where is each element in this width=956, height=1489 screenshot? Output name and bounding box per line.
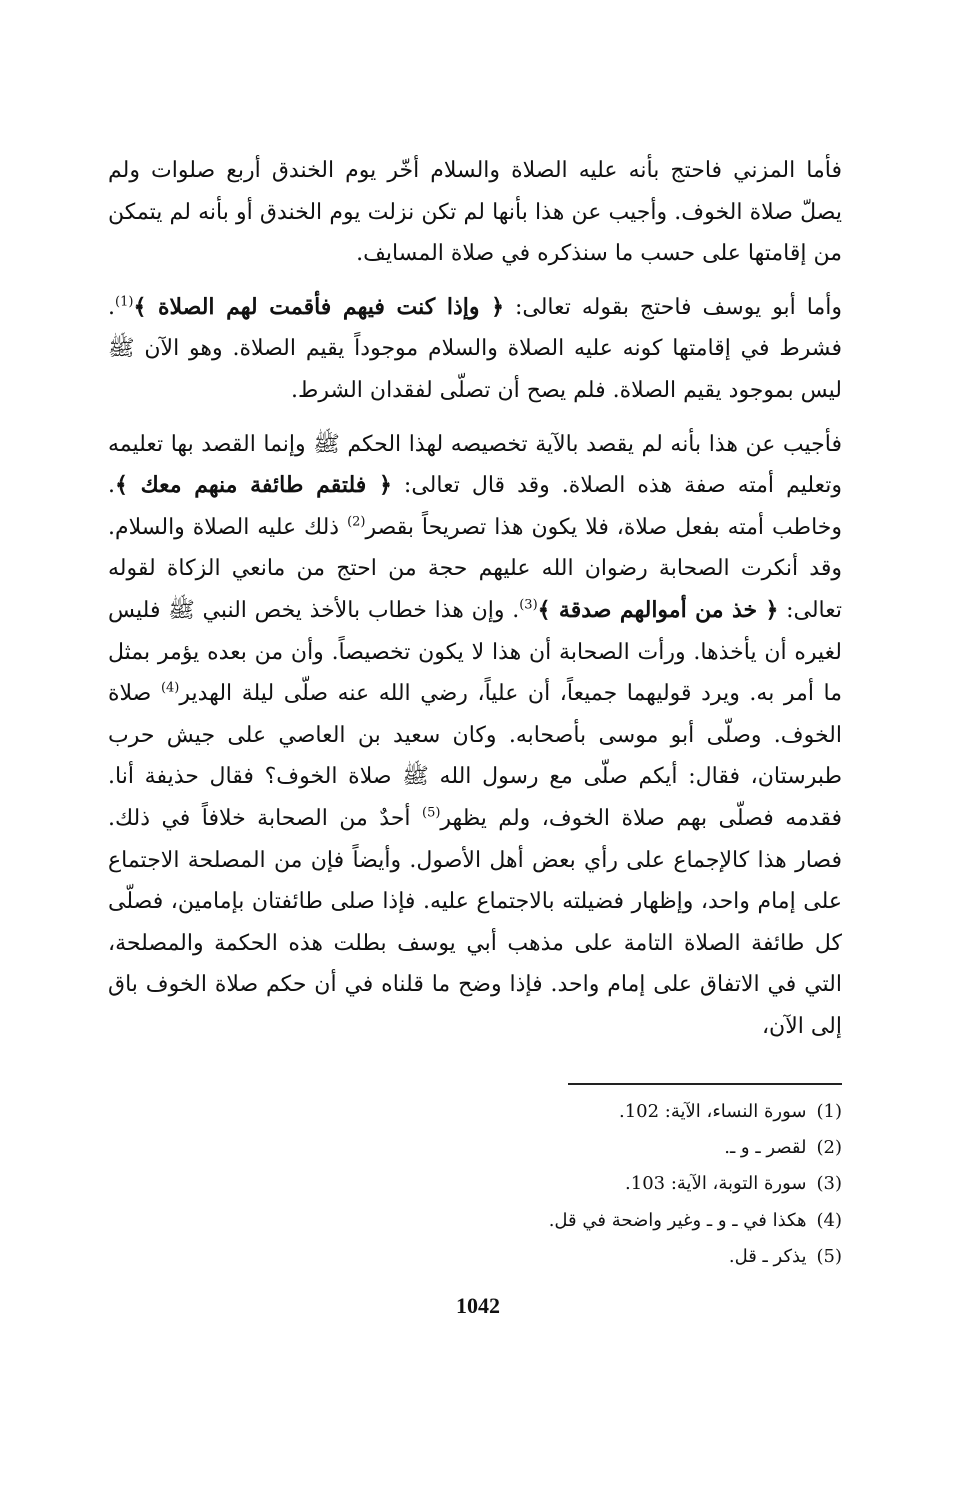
footnote xyxy=(300,1094,842,1130)
text-run: وأما أبو يوسف فاحتج بقوله تعالى: xyxy=(504,294,842,320)
footnote-ref: (1) xyxy=(115,294,134,310)
quranic-quote: ﴿ خذ من أموالهم صدقة ﴾ xyxy=(537,596,779,623)
text-run: . فشرط في إقامتها كونه عليه الصلاة والسلام موجوداً يقيم الصلاة. وهو الآن ﷺ ليس بموجود يقيم الصلاة. فلم يصح أن تصلّى لفقدان الشرط. xyxy=(108,294,842,403)
quranic-quote: ﴿ وإذا كنت فيهم فأقمت لهم الصلاة ﴾ xyxy=(133,293,505,320)
text-run: صلاة الخوف. وصلّى أبو موسى بأصحابه. وكان سعيد بن العاصي على جيش حرب طبرستان، فقال: أيكم صلّى مع رسول الله ﷺ صلاة الخوف؟ فقال حذيفة أنا. فقدمه فصلّى بهم صلاة الخوف، ولم يظهر xyxy=(108,681,842,831)
paragraph xyxy=(108,287,842,412)
footnote-text: لقصر ـ و ـ. xyxy=(724,1137,807,1159)
paragraph xyxy=(108,424,842,1048)
footnote-number: (1) xyxy=(816,1101,842,1122)
footnote-ref: (4) xyxy=(160,680,180,696)
footnote-number: (4) xyxy=(816,1209,842,1231)
text-run: فأما المزني فاحتج بأنه عليه الصلاة والسلام أخّر يوم الخندق أربع صلوات ولم يصلّ صلاة الخوف. وأجيب عن هذا بأنها لم تكن نزلت يوم الخندق أو بأنه لم يتمكن من إقامتها على حسب ما سنذكره في صلاة المسايف. xyxy=(108,158,842,267)
footnote xyxy=(300,1239,842,1275)
footnote-number: (2) xyxy=(816,1137,842,1159)
footnote-text: هكذا في ـ و ـ وغير واضحة في قل. xyxy=(548,1209,807,1231)
footnote-ref: (2) xyxy=(347,514,366,530)
main-text xyxy=(108,150,842,1047)
text-run: . وخاطب أمته بفعل صلاة، فلا يكون هذا تصريحاً بقصر xyxy=(108,473,842,540)
footnote-number: (5) xyxy=(816,1245,842,1267)
footnote-text: سورة النساء، الآية: 102. xyxy=(618,1101,807,1122)
footnote-separator xyxy=(568,1083,842,1085)
footnotes xyxy=(300,1094,842,1275)
paragraph xyxy=(108,150,842,275)
footnote xyxy=(300,1130,842,1166)
footnote-ref: (5) xyxy=(421,805,441,821)
footnote xyxy=(300,1166,842,1202)
footnote-text: يذكر ـ قل. xyxy=(728,1245,807,1267)
footnote-number: (3) xyxy=(816,1173,842,1195)
text-run: . وإن هذا خطاب بالأخذ يخص النبي ﷺ فليس لغيره أن يأخذها. ورأت الصحابة أن هذا لا يكون تخصيصاً. وأن من بعده يؤمر بمثل ما أمر به. ويرد قوليهما جميعاً، أن علياً، رضي الله عنه صلّى ليلة الهدير xyxy=(108,597,843,707)
footnote-text: سورة التوبة، الآية: 103. xyxy=(625,1173,807,1195)
footnote-ref: (3) xyxy=(519,597,538,613)
footnote xyxy=(300,1203,842,1239)
text-run: فأجيب عن هذا بأنه لم يقصد بالآية تخصيصه لهذا الحكم ﷺ وإنما القصد بها تعليمه وتعليم أمته صفة هذه الصلاة. وقد قال تعالى: xyxy=(108,431,842,499)
text-run: أحدٌ من الصحابة خلافاً في ذلك. فصار هذا كالإجماع على رأي بعض أهل الأصول. وأيضاً فإن من المصلحة الاجتماع على إمام واحد، وإظهار فضيلته بالاجتماع عليه. فإذا صلى طائفتان بإمامين، فصلّى كل طائفة الصلاة التامة على مذهب أبي يوسف بطلت هذه الحكمة والمصلحة، التي في الاتفاق على إمام واحد. فإذا وضح ما قلناه في أن حكم صلاة الخوف باق إلى الآن، xyxy=(108,805,842,1039)
page-number: 1042 xyxy=(456,1293,500,1318)
text-run: ذلك عليه الصلاة والسلام. وقد أنكرت الصحابة رضوان الله عليهم حجة من احتج من مانعي الزكاة لقوله تعالى: xyxy=(108,514,842,623)
quranic-quote: ﴿ فلتقم طائفة منهم معك ﴾ xyxy=(115,472,392,499)
